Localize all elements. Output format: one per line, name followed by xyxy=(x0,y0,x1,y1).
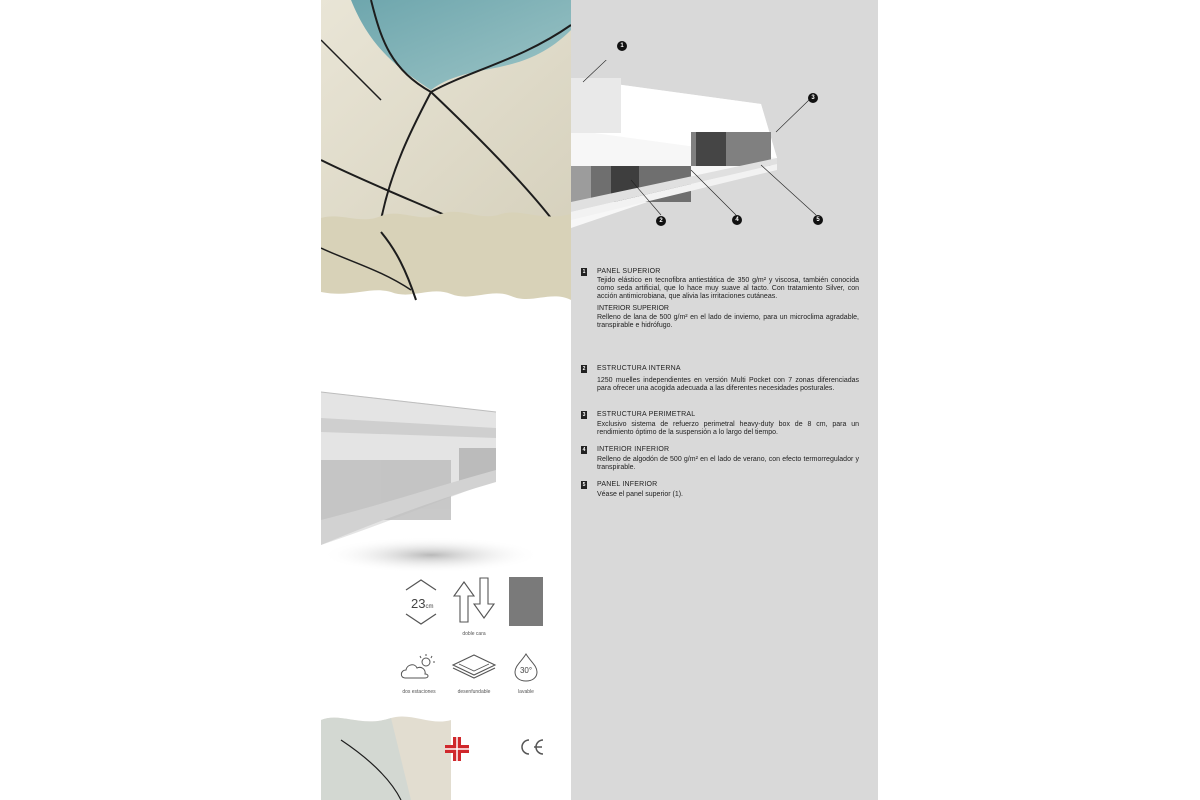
height-icon xyxy=(403,578,439,626)
double-side-caption: doble cara xyxy=(462,631,486,637)
cloud-sun-icon xyxy=(399,652,439,682)
spec-number: 1 xyxy=(582,269,586,275)
fabric-texture-bottom xyxy=(321,716,451,800)
washable-feature xyxy=(509,652,543,695)
spec-number: 5 xyxy=(582,482,586,488)
spec-body: Véase el panel superior (1). xyxy=(597,491,683,498)
callout-3: 3 xyxy=(808,93,818,103)
double-side-feature xyxy=(449,576,499,637)
callout-5: 5 xyxy=(813,215,823,225)
spec-subbody: Relleno de lana de 500 g/m² en el lado de invierno, para un microclima agradable, transpirable e hidrófugo. xyxy=(597,314,859,329)
removable-caption: desenfundable xyxy=(457,689,491,695)
product-visual-panel xyxy=(321,0,571,800)
callout-2: 2 xyxy=(656,216,666,226)
spec-body: 1250 muelles independientes en versión Multi Pocket con 7 zonas diferenciadas para ofrecer una acogida adecuada a las diferentes necesidades posturales. xyxy=(597,377,859,392)
callout-4: 4 xyxy=(732,215,742,225)
spec-item-5 xyxy=(582,481,859,499)
seasons-caption: dos estaciones xyxy=(402,689,436,695)
spec-body: Tejido elástico en tecnofibra antiestática de 350 g/m² y viscosa, también conocida como seda artificial, que lo hace muy suave al tacto. Con tratamiento Silver, con acción antimicrobiana, que alivia las irritaciones cutáneas. xyxy=(597,277,859,300)
medical-cross-logo xyxy=(444,736,470,762)
fabric-texture-strip xyxy=(321,212,571,300)
removable-cover-icon xyxy=(451,652,497,682)
specifications-panel xyxy=(571,0,878,800)
spec-body: Exclusivo sistema de refuerzo perimetral heavy-duty box de 8 cm, para un rendimiento óptimo de la suspensión a lo largo del tiempo. xyxy=(597,421,859,436)
mattress-photo xyxy=(321,392,541,573)
ce-mark-icon xyxy=(517,738,545,756)
spec-subtitle: INTERIOR SUPERIOR xyxy=(597,305,669,312)
spec-item-4 xyxy=(582,446,859,472)
spec-number: 3 xyxy=(582,412,586,418)
height-value: 23cm xyxy=(411,596,434,611)
seasons-feature xyxy=(399,652,439,695)
spec-item-3 xyxy=(582,411,859,437)
mattress-cross-section-diagram xyxy=(571,60,878,240)
water-drop-icon xyxy=(511,652,541,682)
removable-cover-feature xyxy=(449,652,499,695)
spec-title: ESTRUCTURA INTERNA xyxy=(597,365,681,372)
certification-label-card xyxy=(509,577,543,626)
callout-1: 1 xyxy=(617,41,627,51)
spec-title: PANEL SUPERIOR xyxy=(597,268,661,275)
spec-item-2 xyxy=(582,365,859,393)
washable-temp: 30° xyxy=(519,666,533,675)
spec-item-1 xyxy=(582,268,859,330)
spec-number: 4 xyxy=(582,447,586,453)
spec-title: ESTRUCTURA PERIMETRAL xyxy=(597,411,696,418)
spec-title: INTERIOR INFERIOR xyxy=(597,446,670,453)
fabric-texture-top xyxy=(321,0,571,232)
spec-body: Relleno de algodón de 500 g/m² en el lado de verano, con efecto termorregulador y transpirable. xyxy=(597,456,859,471)
spec-number: 2 xyxy=(582,366,586,372)
double-arrow-icon xyxy=(452,576,496,624)
spec-title: PANEL INFERIOR xyxy=(597,481,658,488)
washable-caption: lavable xyxy=(518,689,534,695)
